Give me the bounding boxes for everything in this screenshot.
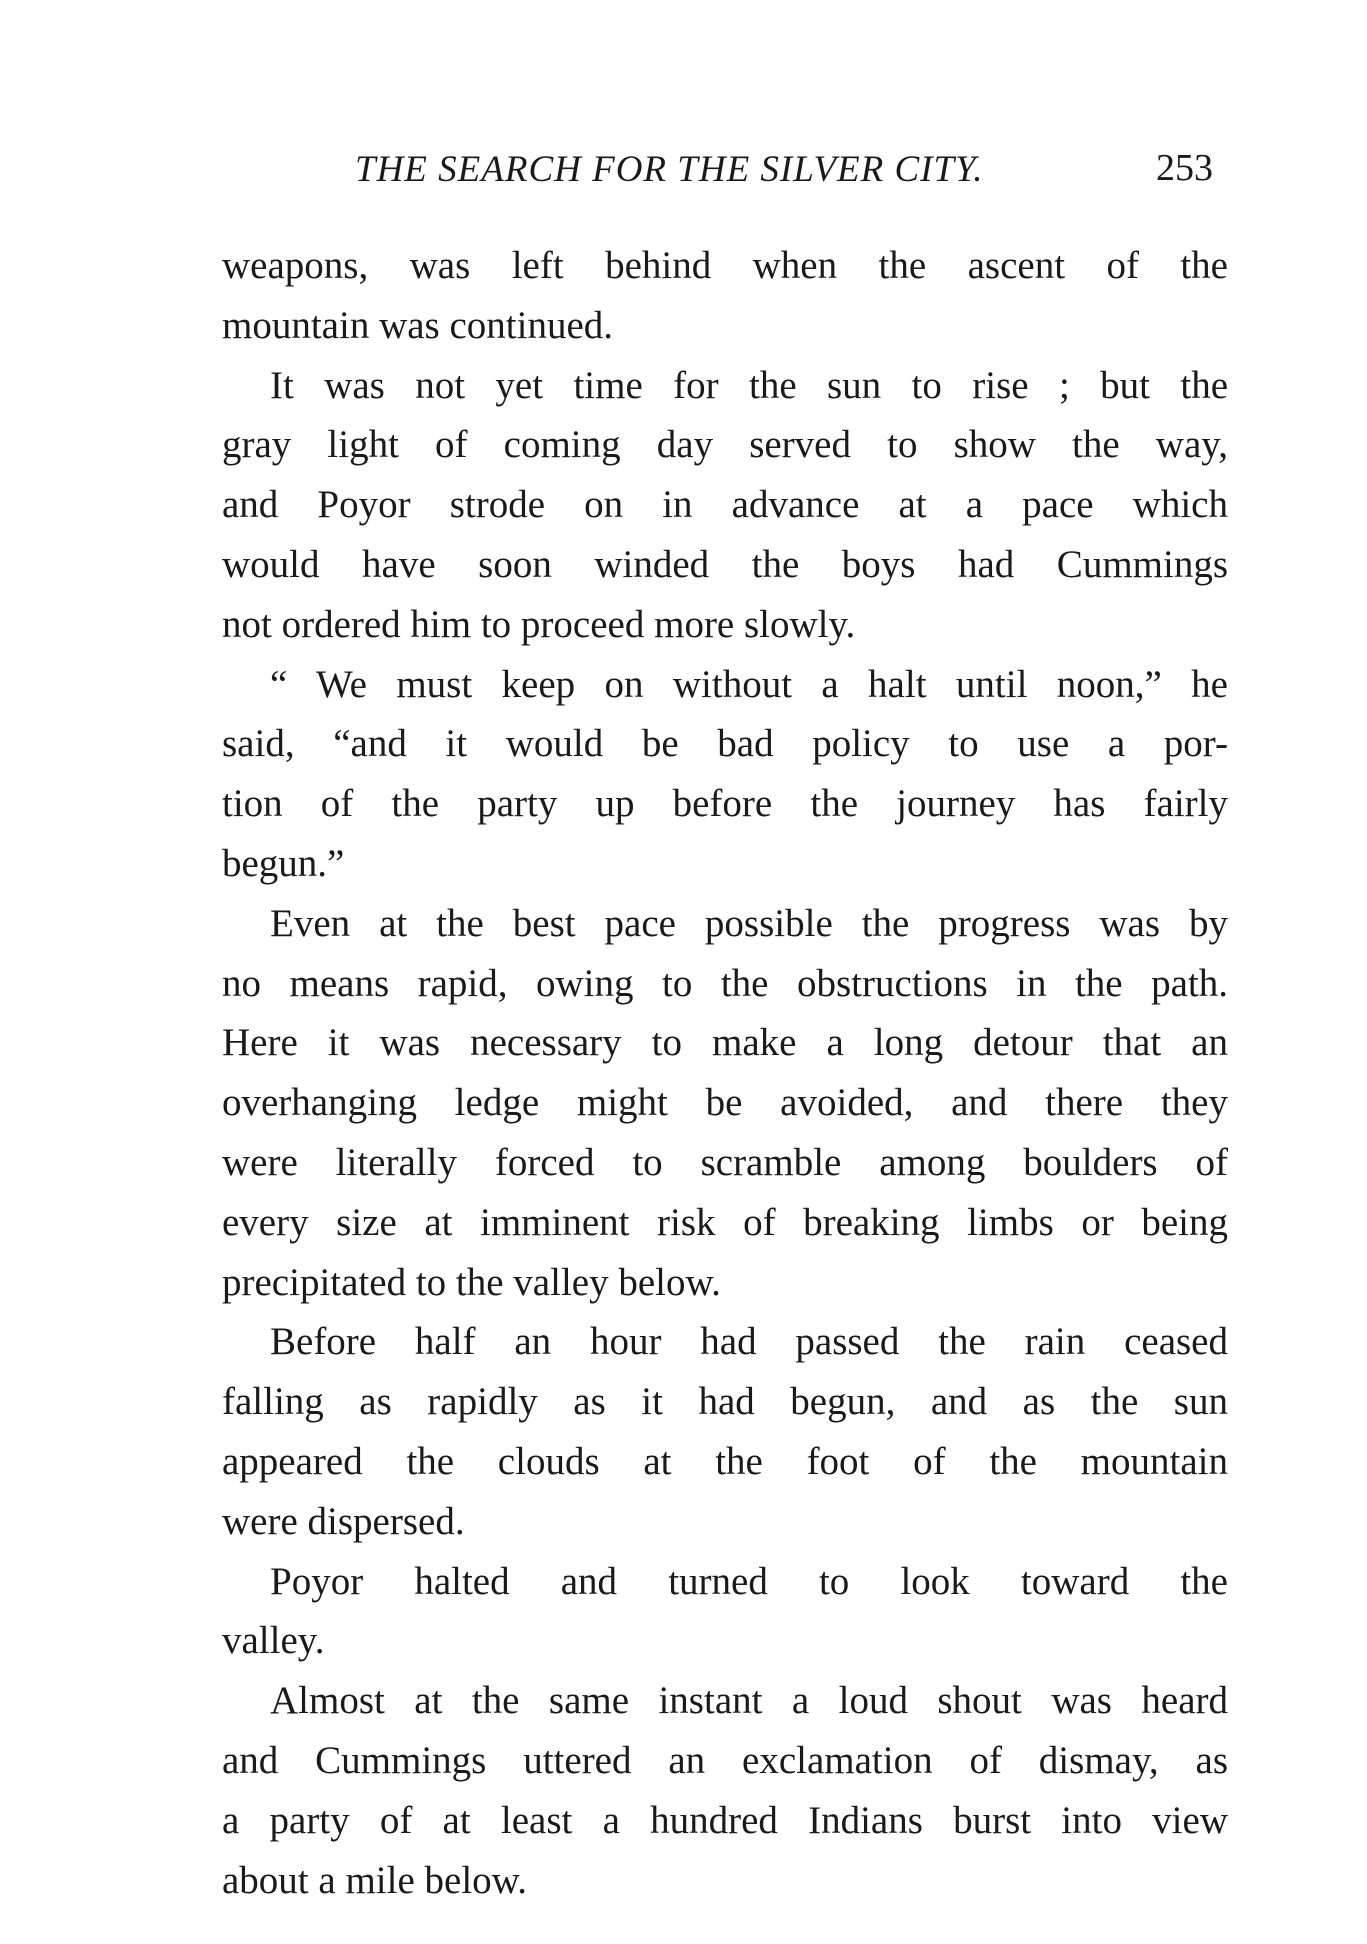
text-line: not ordered him to proceed more slowly. bbox=[222, 602, 856, 646]
text-line: about a mile below. bbox=[222, 1858, 528, 1902]
text-line: begun.” bbox=[222, 841, 345, 885]
text-line: “ We must keep on without a halt until noon,” he bbox=[270, 662, 1228, 706]
paragraph bbox=[222, 894, 1228, 1313]
text-line: overhanging ledge might be avoided, and there they bbox=[222, 1081, 1228, 1125]
text-line: and Cummings uttered an exclamation of dismay, as bbox=[222, 1738, 1228, 1782]
paragraph bbox=[222, 236, 1228, 356]
paragraph bbox=[222, 655, 1228, 894]
body-text bbox=[222, 236, 1228, 1910]
paragraph bbox=[222, 1671, 1228, 1910]
text-line: Before half an hour had passed the rain ceased bbox=[270, 1320, 1228, 1364]
text-line: and Poyor strode on in advance at a pace which bbox=[222, 483, 1228, 527]
text-line: gray light of coming day served to show the way, bbox=[222, 423, 1228, 467]
text-line: It was not yet time for the sun to rise ; but the bbox=[270, 363, 1228, 407]
text-line: would have soon winded the boys had Cummings bbox=[222, 542, 1228, 586]
text-line: falling as rapidly as it had begun, and as the sun bbox=[222, 1380, 1228, 1424]
text-line: Almost at the same instant a loud shout was heard bbox=[270, 1679, 1228, 1723]
text-line: Even at the best pace possible the progress was by bbox=[270, 901, 1228, 945]
running-head-title: THE SEARCH FOR THE SILVER CITY. bbox=[355, 149, 984, 190]
text-line: precipitated to the valley below. bbox=[222, 1260, 721, 1304]
text-line: valley. bbox=[222, 1619, 325, 1663]
text-line: weapons, was left behind when the ascent of the bbox=[222, 244, 1228, 287]
paragraph bbox=[222, 1552, 1228, 1672]
text-line: mountain was continued. bbox=[222, 303, 614, 347]
text-line: were dispersed. bbox=[222, 1499, 465, 1543]
paragraph bbox=[222, 356, 1228, 655]
paragraph bbox=[222, 1312, 1228, 1551]
text-line: appeared the clouds at the foot of the mountain bbox=[222, 1439, 1228, 1483]
text-line: Poyor halted and turned to look toward the bbox=[270, 1559, 1228, 1603]
text-line: tion of the party up before the journey has fairly bbox=[222, 782, 1228, 826]
text-line: said, “and it would be bad policy to use a por- bbox=[222, 722, 1228, 766]
text-line: were literally forced to scramble among boulders of bbox=[222, 1140, 1228, 1184]
text-line: Here it was necessary to make a long detour that an bbox=[222, 1021, 1228, 1065]
text-line: every size at imminent risk of breaking limbs or being bbox=[222, 1200, 1228, 1244]
text-line: a party of at least a hundred Indians burst into view bbox=[222, 1798, 1228, 1842]
page-number: 253 bbox=[1156, 147, 1213, 189]
text-line: no means rapid, owing to the obstructions in the path. bbox=[222, 961, 1228, 1005]
